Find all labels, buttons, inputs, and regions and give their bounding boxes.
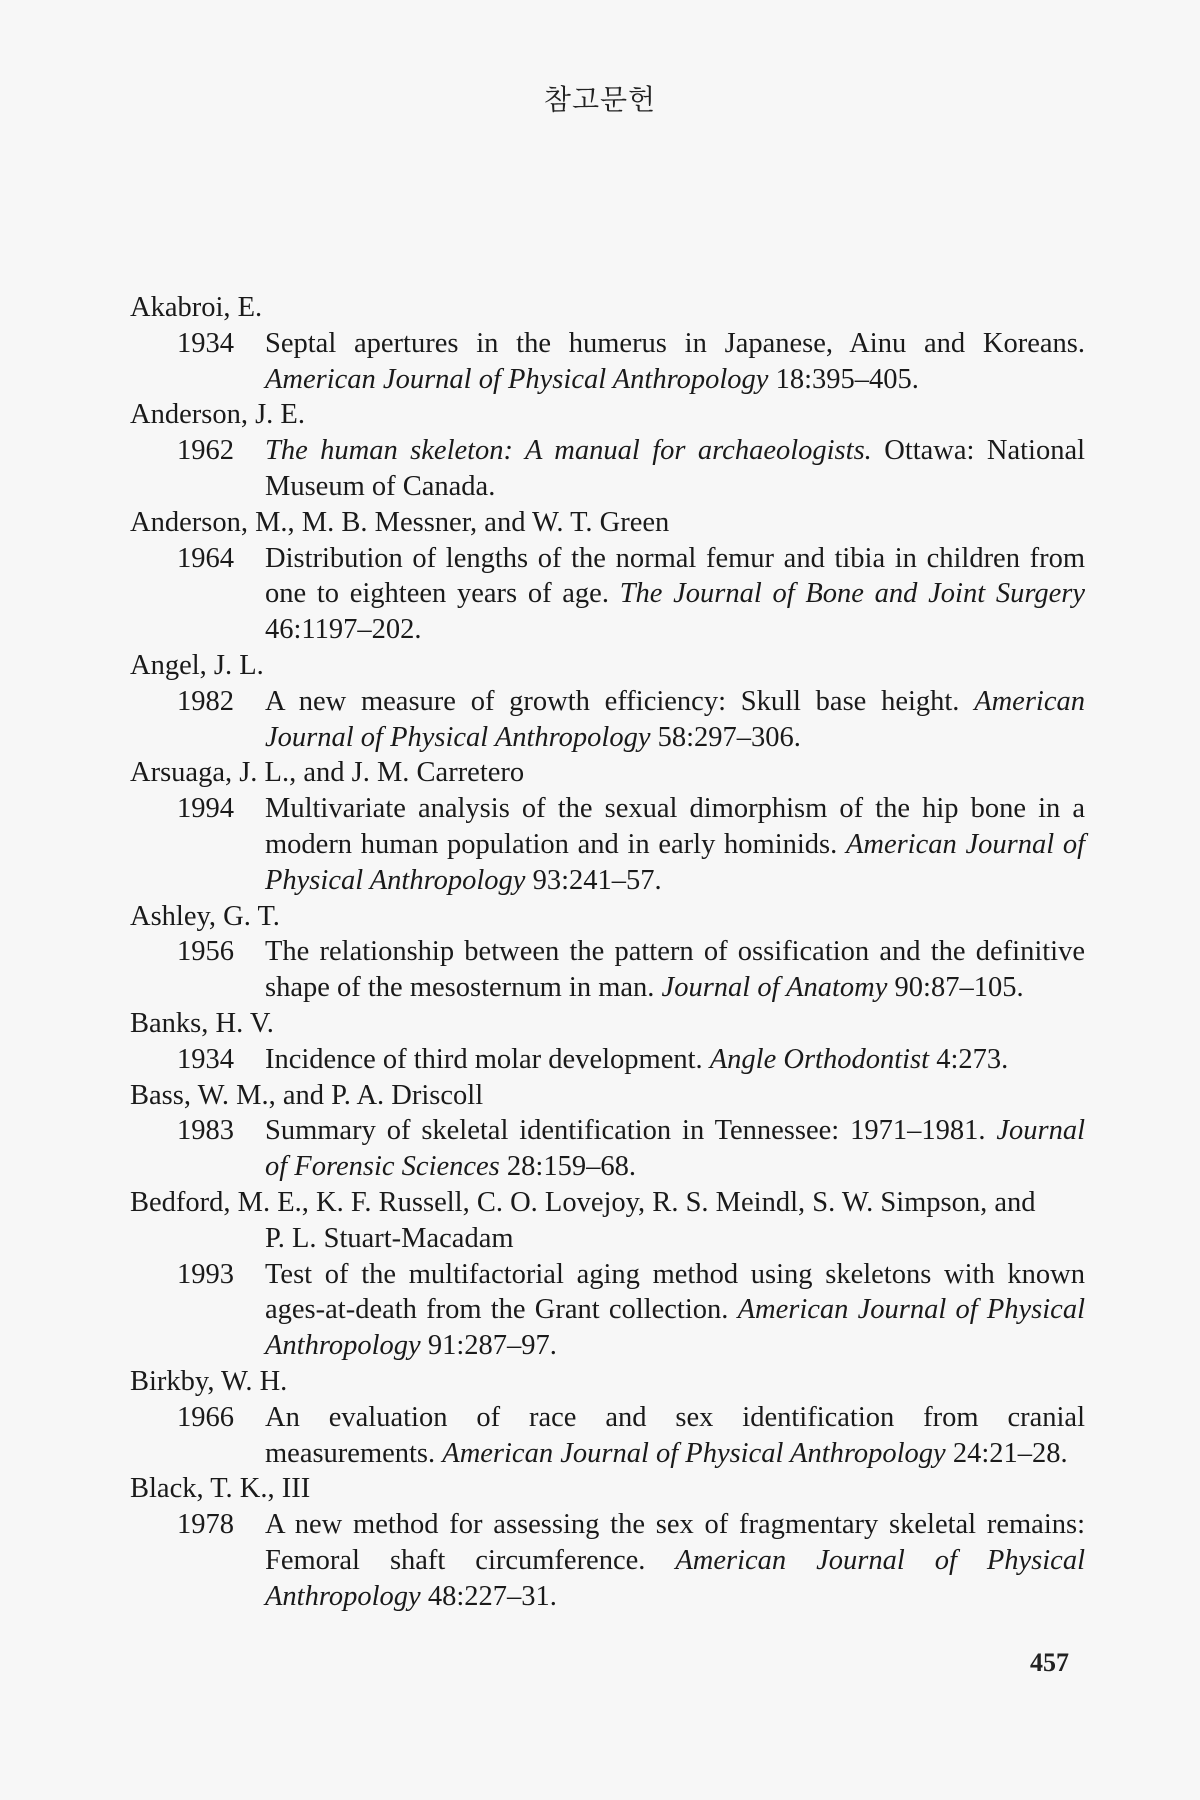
- reference-year: 1964: [177, 542, 234, 574]
- reference-details: 46:1197–202.: [265, 614, 422, 646]
- reference-details: 93:241–57.: [532, 864, 662, 896]
- reference-details: 24:21–28.: [952, 1437, 1068, 1469]
- reference-details: 90:87–105.: [894, 972, 1024, 1004]
- reference-author: Banks, H. V.: [130, 1007, 274, 1039]
- reference-source: Journal of Forensic Sciences: [265, 1115, 1085, 1183]
- reference-source: American Journal of Physical Anthropology: [265, 363, 769, 395]
- reference-title: An evaluation of race and sex identification from cranial measurements.: [265, 1401, 1085, 1469]
- reference-title: The human skeleton: A manual for archaeologists.: [265, 435, 872, 467]
- page-number: 457: [1030, 1648, 1069, 1677]
- reference-author: Anderson, J. E.: [130, 399, 305, 431]
- reference-author: Akabroi, E.: [130, 292, 263, 323]
- reference-source: Journal of Anatomy: [661, 972, 888, 1004]
- reference-title: Summary of skeletal identification in Tennessee: 1971–1981.: [265, 1115, 986, 1147]
- reference-details: Ottawa: National Museum of Canada.: [265, 435, 1086, 502]
- reference-author: Ashley, G. T.: [130, 900, 280, 932]
- reference-entry: [130, 1078, 1085, 1185]
- reference-year: 1982: [177, 685, 234, 717]
- reference-author: Angel, J. L.: [130, 649, 264, 681]
- reference-author: Anderson, M., M. B. Messner, and W. T. Green: [130, 506, 670, 538]
- reference-details: 4:273.: [936, 1043, 1009, 1075]
- reference-year: 1966: [177, 1401, 234, 1433]
- reference-author: Birkby, W. H.: [130, 1365, 288, 1397]
- reference-details: 28:159–68.: [506, 1151, 636, 1183]
- reference-year: 1993: [177, 1258, 234, 1290]
- reference-details: 58:297–306.: [657, 721, 801, 753]
- reference-entry: [130, 1471, 1085, 1614]
- reference-entry: [130, 1006, 1085, 1078]
- reference-year: 1983: [177, 1115, 234, 1147]
- reference-title: Test of the multifactorial aging method using skeletons with known ages-at-death from the Grant collection.: [265, 1258, 1085, 1326]
- reference-entry: [130, 505, 1085, 648]
- reference-entry: [130, 397, 1085, 504]
- reference-source: American Journal of Physical Anthropology: [265, 685, 1085, 753]
- reference-source: American Journal of Physical Anthropology: [265, 828, 1085, 896]
- reference-source: American Journal of Physical Anthropology: [265, 1544, 1086, 1612]
- reference-source: The Journal of Bone and Joint Surgery: [619, 578, 1086, 610]
- reference-title: Incidence of third molar development.: [265, 1043, 703, 1075]
- reference-title: A new measure of growth efficiency: Skull base height.: [265, 685, 960, 717]
- reference-details: 91:287–97.: [427, 1330, 557, 1362]
- reference-source: Angle Orthodontist: [709, 1043, 930, 1075]
- reference-author: Black, T. K., III: [130, 1473, 311, 1505]
- reference-title: Septal apertures in the humerus in Japanese, Ainu and Koreans.: [265, 327, 1085, 359]
- reference-year: 1962: [177, 435, 234, 467]
- reference-author-continued: P. L. Stuart-Macadam: [265, 1222, 514, 1254]
- reference-source: American Journal of Physical Anthropology: [265, 1294, 1086, 1362]
- reference-entry: [130, 1364, 1085, 1471]
- reference-title: Distribution of lengths of the normal femur and tibia in children from one to eighteen years of age.: [265, 542, 1085, 610]
- reference-title: The relationship between the pattern of ossification and the definitive shape of the mesosternum in man.: [265, 936, 1085, 1004]
- reference-title: A new method for assessing the sex of fragmentary skeletal remains: Femoral shaft circumference.: [265, 1509, 1085, 1576]
- reference-author: Arsuaga, J. L., and J. M. Carretero: [130, 757, 525, 789]
- reference-entry: [130, 1185, 1085, 1364]
- reference-author: Bass, W. M., and P. A. Driscoll: [130, 1079, 484, 1111]
- reference-details: 48:227–31.: [427, 1580, 557, 1612]
- reference-author: Bedford, M. E., K. F. Russell, C. O. Lovejoy, R. S. Meindl, S. W. Simpson, and: [130, 1186, 1036, 1218]
- reference-year: 1956: [177, 936, 234, 968]
- reference-entry: [130, 648, 1085, 755]
- reference-list: [130, 290, 1085, 1614]
- running-head: 참고문헌: [543, 83, 657, 116]
- reference-details: 18:395–405.: [775, 363, 919, 395]
- reference-year: 1994: [177, 793, 234, 825]
- reference-entry: [130, 755, 1085, 898]
- reference-year: 1934: [177, 1043, 234, 1075]
- reference-entry: [130, 290, 1085, 397]
- reference-entry: [130, 899, 1085, 1006]
- reference-source: American Journal of Physical Anthropology: [442, 1437, 946, 1469]
- reference-title: Multivariate analysis of the sexual dimorphism of the hip bone in a modern human population and in early hominids.: [265, 793, 1085, 860]
- reference-year: 1934: [177, 327, 234, 359]
- reference-year: 1978: [177, 1509, 234, 1541]
